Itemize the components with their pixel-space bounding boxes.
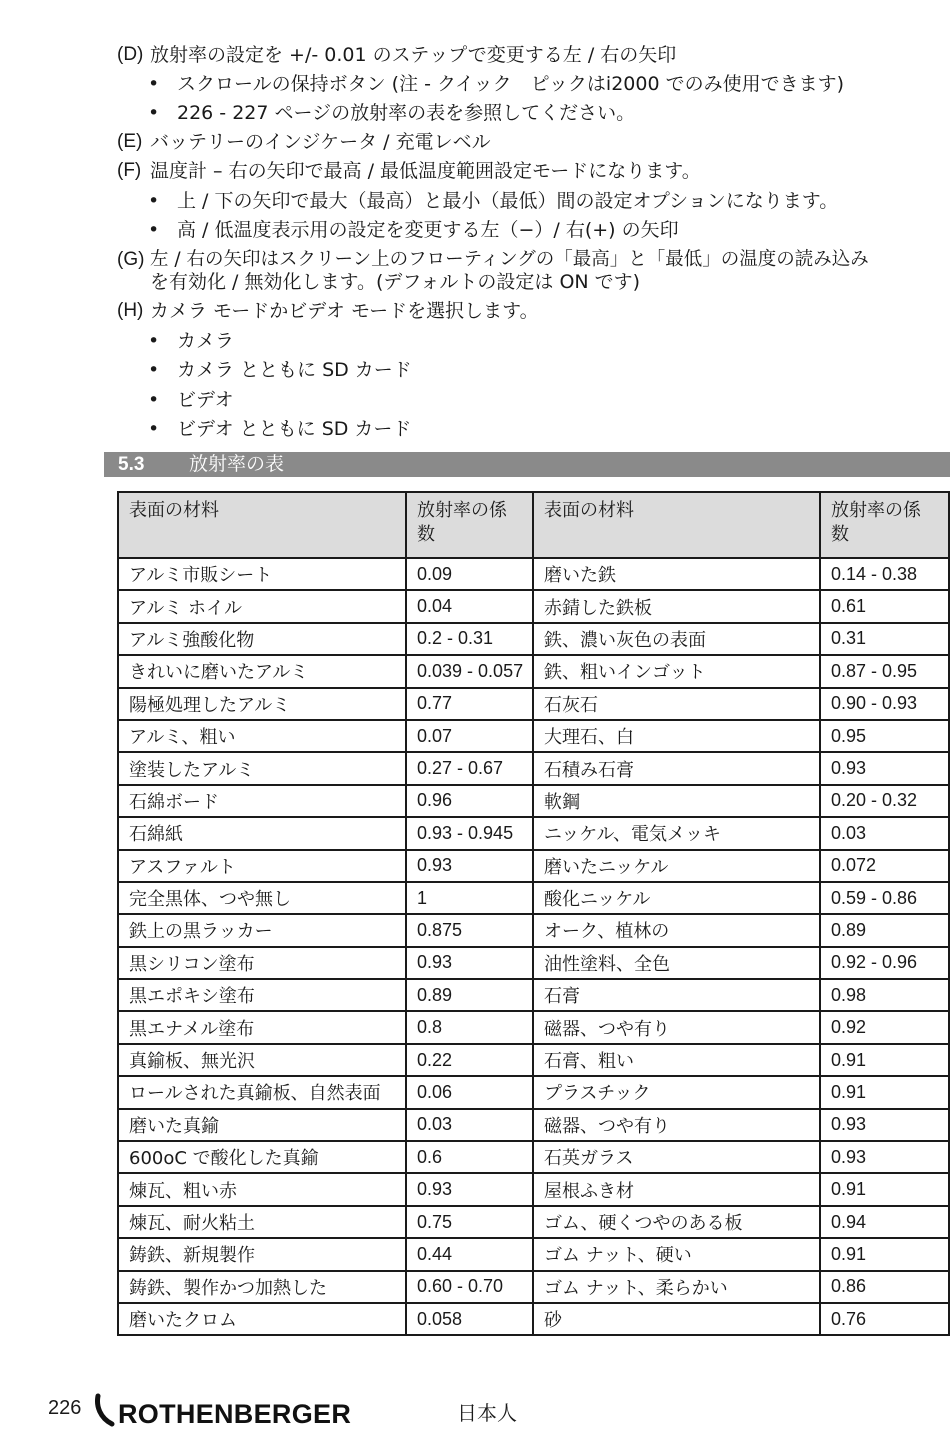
table-body [118,558,949,1335]
header-coefficient: 放射率の係数 [820,492,949,558]
coefficient-cell: 0.93 - 0.945 [406,817,533,849]
table-row [118,979,949,1011]
coefficient-cell: 0.93 [820,1109,949,1141]
material-cell: 黒エナメル塗布 [118,1011,406,1043]
coefficient-cell: 0.6 [406,1141,533,1173]
table-header-row [118,492,949,558]
coefficient-cell: 0.03 [820,817,949,849]
material-cell: 完全黒体、つや無し [118,882,406,914]
material-cell: 砂 [533,1303,820,1335]
material-cell: アルミ強酸化物 [118,623,406,655]
item-label: (H) [117,300,144,321]
section-number: 5.3 [118,454,145,475]
material-cell: 磁器、つや有り [533,1109,820,1141]
bullet-dot: • [148,418,160,440]
bullet-text: 226 - 227 ページの放射率の表を参照してください。 [177,102,636,124]
table-row [118,1109,949,1141]
material-cell: 鋳鉄、製作かつ加熱した [118,1271,406,1303]
table-row [118,655,949,687]
rothenberger-logo [92,1392,362,1430]
coefficient-cell: 0.91 [820,1044,949,1076]
coefficient-cell: 0.22 [406,1044,533,1076]
coefficient-cell: 0.77 [406,688,533,720]
material-cell: アルミ、粗い [118,720,406,752]
table-row [118,947,949,979]
material-cell: ロールされた真鍮板、自然表面 [118,1076,406,1108]
coefficient-cell: 0.04 [406,590,533,622]
coefficient-cell: 0.06 [406,1076,533,1108]
coefficient-cell: 0.89 [406,979,533,1011]
material-cell: オーク、植林の [533,914,820,946]
section-heading [104,452,950,477]
table-row [118,1076,949,1108]
item-text-continued: を有効化 / 無効化します。(デフォルトの設定は ON です) [150,271,641,293]
coefficient-cell: 0.03 [406,1109,533,1141]
coefficient-cell: 0.039 - 0.057 [406,655,533,687]
material-cell: プラスチック [533,1076,820,1108]
table-row [118,623,949,655]
table-row [118,1238,949,1270]
item-text: 温度計 – 右の矢印で最高 / 最低温度範囲設定モードになります。 [150,160,701,182]
bullet-text: 高 / 低温度表示用の設定を変更する左（−）/ 右(+) の矢印 [177,219,679,241]
bullet-dot: • [148,73,160,95]
coefficient-cell: 0.09 [406,558,533,590]
material-cell: 赤錆した鉄板 [533,590,820,622]
table-row [118,1206,949,1238]
item-label: (D) [117,44,144,65]
bullet-text: カメラ [177,330,235,352]
table-row [118,752,949,784]
material-cell: 陽極処理したアルミ [118,688,406,720]
coefficient-cell: 0.93 [406,1173,533,1205]
material-cell: 600oC で酸化した真鍮 [118,1141,406,1173]
emissivity-table [117,491,950,1336]
material-cell: 黒シリコン塗布 [118,947,406,979]
coefficient-cell: 0.86 [820,1271,949,1303]
table-row [118,1141,949,1173]
material-cell: アルミ ホイル [118,590,406,622]
item-label: (E) [117,131,143,152]
coefficient-cell: 0.89 [820,914,949,946]
coefficient-cell: 0.93 [820,1141,949,1173]
material-cell: 石綿紙 [118,817,406,849]
coefficient-cell: 0.91 [820,1238,949,1270]
header-material: 表面の材料 [118,492,406,558]
header-coefficient: 放射率の係数 [406,492,533,558]
table-row [118,1173,949,1205]
coefficient-cell: 0.93 [820,752,949,784]
coefficient-cell: 0.92 [820,1011,949,1043]
item-text: 放射率の設定を +/- 0.01 のステップで変更する左 / 右の矢印 [150,44,677,66]
material-cell: 石積み石膏 [533,752,820,784]
item-text: カメラ モードかビデオ モードを選択します。 [150,300,539,322]
bullet-dot: • [148,330,160,352]
coefficient-cell: 0.93 [406,850,533,882]
coefficient-cell: 0.27 - 0.67 [406,752,533,784]
material-cell: 磁器、つや有り [533,1011,820,1043]
material-cell: 煉瓦、耐火粘土 [118,1206,406,1238]
coefficient-cell: 0.76 [820,1303,949,1335]
page-number: 226 [48,1397,82,1419]
material-cell: 磨いたクロム [118,1303,406,1335]
bullet-dot: • [148,102,160,124]
language-label: 日本人 [457,1401,517,1425]
coefficient-cell: 0.59 - 0.86 [820,882,949,914]
section-title: 放射率の表 [189,453,285,475]
material-cell: 屋根ふき材 [533,1173,820,1205]
coefficient-cell: 0.61 [820,590,949,622]
coefficient-cell: 0.2 - 0.31 [406,623,533,655]
material-cell: 塗装したアルミ [118,752,406,784]
bullet-dot: • [148,359,160,381]
bullet-text: ビデオ [177,389,234,411]
table-row [118,882,949,914]
coefficient-cell: 0.14 - 0.38 [820,558,949,590]
coefficient-cell: 0.75 [406,1206,533,1238]
material-cell: 鋳鉄、新規製作 [118,1238,406,1270]
coefficient-cell: 0.94 [820,1206,949,1238]
coefficient-cell: 0.91 [820,1173,949,1205]
material-cell: 石英ガラス [533,1141,820,1173]
material-cell: 磨いた鉄 [533,558,820,590]
coefficient-cell: 0.90 - 0.93 [820,688,949,720]
table-row [118,688,949,720]
coefficient-cell: 0.31 [820,623,949,655]
material-cell: 真鍮板、無光沢 [118,1044,406,1076]
material-cell: アスファルト [118,850,406,882]
material-cell: ゴム、硬くつやのある板 [533,1206,820,1238]
material-cell: ニッケル、電気メッキ [533,817,820,849]
coefficient-cell: 0.91 [820,1076,949,1108]
table-row [118,1011,949,1043]
coefficient-cell: 0.07 [406,720,533,752]
material-cell: きれいに磨いたアルミ [118,655,406,687]
bullet-dot: • [148,219,160,241]
coefficient-cell: 0.96 [406,785,533,817]
material-cell: 煉瓦、粗い赤 [118,1173,406,1205]
material-cell: 石膏 [533,979,820,1011]
coefficient-cell: 0.058 [406,1303,533,1335]
material-cell: 鉄、濃い灰色の表面 [533,623,820,655]
coefficient-cell: 0.87 - 0.95 [820,655,949,687]
table-row [118,558,949,590]
bullet-text: 上 / 下の矢印で最大（最高）と最小（最低）間の設定オプションになります。 [177,190,839,212]
material-cell: ゴム ナット、硬い [533,1238,820,1270]
table-row [118,1303,949,1335]
material-cell: 鉄、粗いインゴット [533,655,820,687]
coefficient-cell: 1 [406,882,533,914]
table-row [118,817,949,849]
coefficient-cell: 0.875 [406,914,533,946]
material-cell: アルミ市販シート [118,558,406,590]
table-row [118,1271,949,1303]
table-row [118,720,949,752]
material-cell: 軟鋼 [533,785,820,817]
material-cell: 石膏、粗い [533,1044,820,1076]
material-cell: 鉄上の黒ラッカー [118,914,406,946]
bullet-text: カメラ とともに SD カード [177,359,412,381]
material-cell: 油性塗料、全色 [533,947,820,979]
material-cell: 大理石、白 [533,720,820,752]
coefficient-cell: 0.60 - 0.70 [406,1271,533,1303]
coefficient-cell: 0.44 [406,1238,533,1270]
material-cell: 磨いたニッケル [533,850,820,882]
material-cell: 石綿ボード [118,785,406,817]
material-cell: 酸化ニッケル [533,882,820,914]
bullet-dot: • [148,190,160,212]
table-row [118,850,949,882]
table-row [118,590,949,622]
coefficient-cell: 0.93 [406,947,533,979]
coefficient-cell: 0.8 [406,1011,533,1043]
coefficient-cell: 0.20 - 0.32 [820,785,949,817]
logo-wordmark: ROTHENBERGER [118,1399,352,1429]
table-row [118,1044,949,1076]
bullet-text: ビデオ とともに SD カード [177,418,412,440]
item-text: 左 / 右の矢印はスクリーン上のフローティングの「最高」と「最低」の温度の読み込み [150,249,869,270]
coefficient-cell: 0.072 [820,850,949,882]
table-row [118,914,949,946]
coefficient-cell: 0.95 [820,720,949,752]
bullet-dot: • [148,389,160,411]
header-material: 表面の材料 [533,492,820,558]
material-cell: 黒エポキシ塗布 [118,979,406,1011]
item-label: (G) [117,249,145,270]
material-cell: 磨いた真鍮 [118,1109,406,1141]
coefficient-cell: 0.98 [820,979,949,1011]
material-cell: 石灰石 [533,688,820,720]
item-text: バッテリーのインジケータ / 充電レベル [150,131,491,153]
coefficient-cell: 0.92 - 0.96 [820,947,949,979]
material-cell: ゴム ナット、柔らかい [533,1271,820,1303]
item-label: (F) [117,160,142,181]
table-row [118,785,949,817]
bullet-text: スクロールの保持ボタン (注 - クイック ピックはi2000 でのみ使用できます) [177,73,845,95]
